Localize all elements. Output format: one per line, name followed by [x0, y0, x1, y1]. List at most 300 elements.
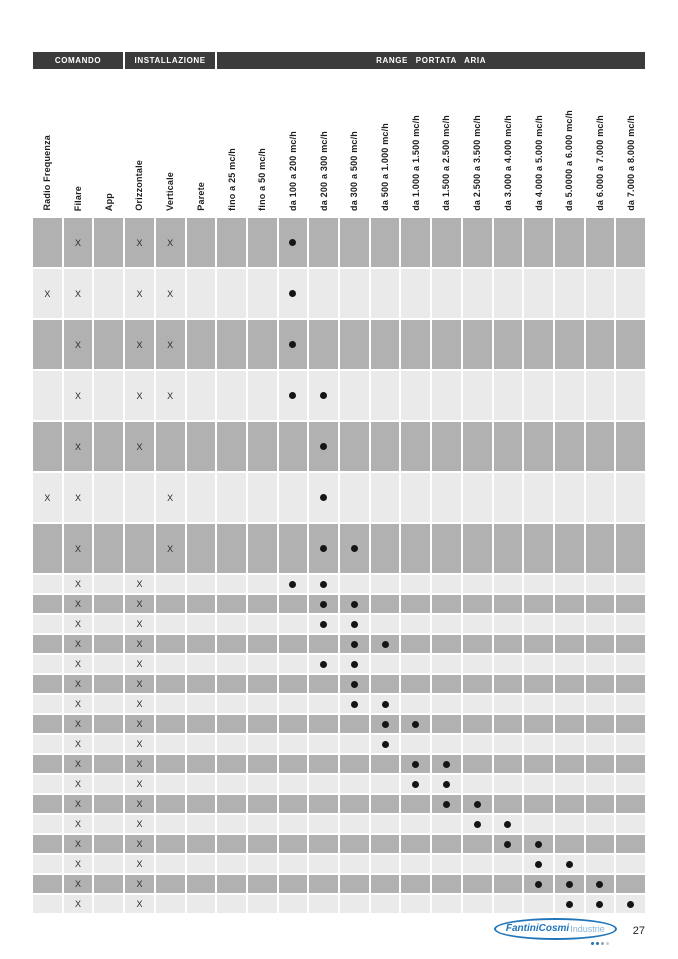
matrix-cell-r6-c18	[586, 524, 615, 573]
matrix-cell-r20-c2	[94, 835, 123, 853]
matrix-cell-r7-c6	[217, 575, 246, 593]
matrix-cell-r4-c1: X	[64, 422, 93, 471]
column-header-label: Orizzontale	[134, 160, 145, 211]
dot-marker	[320, 494, 327, 501]
matrix-cell-r22-c18	[586, 875, 615, 893]
matrix-cell-r5-c16	[524, 473, 553, 522]
matrix-cell-r11-c15	[494, 655, 523, 673]
dot-marker	[443, 781, 450, 788]
matrix-cell-r6-c11	[371, 524, 400, 573]
matrix-cell-r14-c3: X	[125, 715, 154, 733]
matrix-cell-r0-c9	[309, 218, 338, 267]
column-header-15	[494, 71, 523, 216]
matrix-cell-r19-c11	[371, 815, 400, 833]
matrix-cell-r8-c4	[156, 595, 185, 613]
matrix-cell-r18-c16	[524, 795, 553, 813]
matrix-cell-r13-c5	[187, 695, 216, 713]
matrix-cell-r5-c0: X	[33, 473, 62, 522]
matrix-cell-r21-c17	[555, 855, 584, 873]
matrix-cell-r18-c19	[616, 795, 645, 813]
matrix-cell-r11-c16	[524, 655, 553, 673]
matrix-cell-r14-c4	[156, 715, 185, 733]
matrix-cell-r16-c1: X	[64, 755, 93, 773]
matrix-cell-r15-c18	[586, 735, 615, 753]
matrix-cell-r3-c15	[494, 371, 523, 420]
matrix-cell-r16-c3: X	[125, 755, 154, 773]
matrix-cell-r6-c1: X	[64, 524, 93, 573]
matrix-cell-r15-c17	[555, 735, 584, 753]
matrix-cell-r5-c3	[125, 473, 154, 522]
matrix-cell-r1-c9	[309, 269, 338, 318]
matrix-cell-r10-c2	[94, 635, 123, 653]
matrix-cell-r19-c13	[432, 815, 461, 833]
matrix-cell-r4-c10	[340, 422, 369, 471]
matrix-cell-r2-c8	[279, 320, 308, 369]
matrix-cell-r11-c2	[94, 655, 123, 673]
dot-marker	[320, 443, 327, 450]
matrix-cell-r21-c5	[187, 855, 216, 873]
matrix-cell-r21-c6	[217, 855, 246, 873]
matrix-cell-r3-c8	[279, 371, 308, 420]
matrix-cell-r12-c18	[586, 675, 615, 693]
matrix-cell-r19-c12	[401, 815, 430, 833]
column-header-label: da 2.500 a 3.500 mc/h	[472, 115, 483, 211]
matrix-cell-r15-c2	[94, 735, 123, 753]
matrix-cell-r5-c10	[340, 473, 369, 522]
matrix-cell-r3-c2	[94, 371, 123, 420]
matrix-cell-r0-c10	[340, 218, 369, 267]
matrix-cell-r5-c9	[309, 473, 338, 522]
column-header-label: da 1.000 a 1.500 mc/h	[410, 115, 421, 211]
matrix-cell-r3-c18	[586, 371, 615, 420]
matrix-cell-r2-c9	[309, 320, 338, 369]
matrix-cell-r4-c8	[279, 422, 308, 471]
matrix-cell-r11-c3: X	[125, 655, 154, 673]
matrix-cell-r0-c2	[94, 218, 123, 267]
dot-marker	[320, 392, 327, 399]
matrix-cell-r9-c12	[401, 615, 430, 633]
matrix-cell-r7-c0	[33, 575, 62, 593]
matrix-cell-r13-c10	[340, 695, 369, 713]
matrix-cell-r0-c4: X	[156, 218, 185, 267]
dot-marker	[320, 661, 327, 668]
dot-marker	[627, 901, 634, 908]
matrix-cell-r22-c1: X	[64, 875, 93, 893]
matrix-cell-r14-c9	[309, 715, 338, 733]
column-header-label: da 5.0000 a 6.000 mc/h	[564, 110, 575, 211]
matrix-cell-r18-c17	[555, 795, 584, 813]
matrix-cell-r6-c14	[463, 524, 492, 573]
matrix-cell-r12-c5	[187, 675, 216, 693]
column-header-label: da 3.000 a 4.000 mc/h	[502, 115, 513, 211]
matrix-cell-r9-c17	[555, 615, 584, 633]
matrix-cell-r14-c19	[616, 715, 645, 733]
dot-marker	[412, 761, 419, 768]
matrix-cell-r19-c1: X	[64, 815, 93, 833]
dot-marker	[535, 861, 542, 868]
matrix-cell-r23-c3: X	[125, 895, 154, 913]
matrix-cell-r7-c18	[586, 575, 615, 593]
matrix-cell-r4-c4	[156, 422, 185, 471]
matrix-cell-r9-c8	[279, 615, 308, 633]
matrix-cell-r18-c15	[494, 795, 523, 813]
matrix-cell-r22-c19	[616, 875, 645, 893]
dot-marker	[351, 661, 358, 668]
matrix-cell-r21-c4	[156, 855, 185, 873]
matrix-cell-r10-c11	[371, 635, 400, 653]
matrix-cell-r19-c9	[309, 815, 338, 833]
product-matrix-table	[33, 52, 645, 913]
matrix-cell-r6-c5	[187, 524, 216, 573]
matrix-cell-r16-c12	[401, 755, 430, 773]
matrix-cell-r18-c11	[371, 795, 400, 813]
matrix-cell-r18-c13	[432, 795, 461, 813]
matrix-cell-r12-c6	[217, 675, 246, 693]
matrix-cell-r14-c2	[94, 715, 123, 733]
matrix-cell-r13-c4	[156, 695, 185, 713]
matrix-cell-r16-c8	[279, 755, 308, 773]
matrix-cell-r5-c19	[616, 473, 645, 522]
dot-marker	[443, 801, 450, 808]
matrix-cell-r14-c13	[432, 715, 461, 733]
matrix-cell-r15-c9	[309, 735, 338, 753]
matrix-cell-r11-c11	[371, 655, 400, 673]
column-group-range-portata-aria: RANGE PORTATA ARIA	[217, 52, 645, 69]
matrix-cell-r9-c2	[94, 615, 123, 633]
matrix-cell-r11-c13	[432, 655, 461, 673]
dot-marker	[351, 621, 358, 628]
matrix-cell-r18-c18	[586, 795, 615, 813]
matrix-cell-r0-c16	[524, 218, 553, 267]
matrix-cell-r5-c6	[217, 473, 246, 522]
matrix-cell-r11-c1: X	[64, 655, 93, 673]
matrix-cell-r16-c4	[156, 755, 185, 773]
matrix-cell-r8-c13	[432, 595, 461, 613]
matrix-cell-r20-c9	[309, 835, 338, 853]
matrix-cell-r16-c15	[494, 755, 523, 773]
matrix-cell-r2-c15	[494, 320, 523, 369]
matrix-cell-r6-c12	[401, 524, 430, 573]
matrix-cell-r10-c6	[217, 635, 246, 653]
column-header-0	[33, 71, 62, 216]
column-group-installazione: INSTALLAZIONE	[125, 52, 215, 69]
matrix-cell-r3-c1: X	[64, 371, 93, 420]
column-header-4	[156, 71, 185, 216]
matrix-cell-r0-c19	[616, 218, 645, 267]
matrix-cell-r8-c15	[494, 595, 523, 613]
matrix-cell-r14-c0	[33, 715, 62, 733]
matrix-cell-r0-c8	[279, 218, 308, 267]
matrix-cell-r21-c3: X	[125, 855, 154, 873]
column-header-label: Radio Frequenza	[42, 135, 53, 211]
matrix-cell-r18-c9	[309, 795, 338, 813]
matrix-cell-r16-c18	[586, 755, 615, 773]
column-header-6	[217, 71, 246, 216]
matrix-cell-r7-c12	[401, 575, 430, 593]
matrix-cell-r13-c17	[555, 695, 584, 713]
matrix-cell-r11-c19	[616, 655, 645, 673]
matrix-cell-r23-c11	[371, 895, 400, 913]
matrix-cell-r23-c10	[340, 895, 369, 913]
matrix-cell-r12-c7	[248, 675, 277, 693]
matrix-cell-r23-c17	[555, 895, 584, 913]
matrix-cell-r0-c0	[33, 218, 62, 267]
matrix-cell-r20-c16	[524, 835, 553, 853]
matrix-cell-r15-c13	[432, 735, 461, 753]
matrix-cell-r9-c7	[248, 615, 277, 633]
matrix-cell-r19-c19	[616, 815, 645, 833]
dot-marker	[289, 392, 296, 399]
matrix-cell-r1-c4: X	[156, 269, 185, 318]
matrix-cell-r15-c3: X	[125, 735, 154, 753]
column-header-label: Parete	[195, 182, 206, 211]
matrix-cell-r12-c8	[279, 675, 308, 693]
matrix-cell-r9-c16	[524, 615, 553, 633]
column-header-label: fino a 25 mc/h	[226, 148, 237, 211]
matrix-cell-r14-c18	[586, 715, 615, 733]
matrix-cell-r14-c12	[401, 715, 430, 733]
matrix-cell-r19-c8	[279, 815, 308, 833]
matrix-cell-r17-c1: X	[64, 775, 93, 793]
matrix-cell-r2-c12	[401, 320, 430, 369]
matrix-cell-r21-c12	[401, 855, 430, 873]
matrix-cell-r19-c16	[524, 815, 553, 833]
matrix-cell-r13-c7	[248, 695, 277, 713]
dot-marker	[474, 801, 481, 808]
matrix-cell-r15-c19	[616, 735, 645, 753]
dot-marker	[351, 601, 358, 608]
matrix-cell-r7-c5	[187, 575, 216, 593]
column-header-label: da 100 a 200 mc/h	[287, 131, 298, 211]
matrix-cell-r12-c4	[156, 675, 185, 693]
matrix-cell-r18-c10	[340, 795, 369, 813]
matrix-cell-r4-c12	[401, 422, 430, 471]
matrix-cell-r1-c10	[340, 269, 369, 318]
matrix-cell-r10-c8	[279, 635, 308, 653]
matrix-cell-r8-c3: X	[125, 595, 154, 613]
matrix-cell-r2-c19	[616, 320, 645, 369]
dot-marker	[382, 641, 389, 648]
matrix-cell-r2-c16	[524, 320, 553, 369]
dot-marker	[351, 641, 358, 648]
matrix-cell-r14-c6	[217, 715, 246, 733]
matrix-cell-r2-c17	[555, 320, 584, 369]
matrix-cell-r11-c10	[340, 655, 369, 673]
matrix-cell-r4-c19	[616, 422, 645, 471]
matrix-cell-r8-c11	[371, 595, 400, 613]
matrix-cell-r21-c7	[248, 855, 277, 873]
matrix-cell-r12-c11	[371, 675, 400, 693]
matrix-cell-r12-c16	[524, 675, 553, 693]
matrix-cell-r17-c8	[279, 775, 308, 793]
matrix-cell-r19-c5	[187, 815, 216, 833]
matrix-cell-r20-c7	[248, 835, 277, 853]
matrix-cell-r6-c19	[616, 524, 645, 573]
matrix-cell-r21-c15	[494, 855, 523, 873]
matrix-cell-r15-c4	[156, 735, 185, 753]
column-header-9	[309, 71, 338, 216]
matrix-cell-r20-c11	[371, 835, 400, 853]
matrix-cell-r8-c19	[616, 595, 645, 613]
column-header-2	[94, 71, 123, 216]
matrix-cell-r4-c15	[494, 422, 523, 471]
matrix-cell-r19-c0	[33, 815, 62, 833]
matrix-cell-r2-c7	[248, 320, 277, 369]
matrix-cell-r23-c19	[616, 895, 645, 913]
matrix-cell-r17-c10	[340, 775, 369, 793]
matrix-cell-r9-c13	[432, 615, 461, 633]
matrix-cell-r23-c9	[309, 895, 338, 913]
matrix-cell-r19-c4	[156, 815, 185, 833]
matrix-cell-r8-c6	[217, 595, 246, 613]
matrix-cell-r3-c6	[217, 371, 246, 420]
matrix-cell-r1-c5	[187, 269, 216, 318]
matrix-cell-r2-c4: X	[156, 320, 185, 369]
matrix-cell-r7-c4	[156, 575, 185, 593]
matrix-cell-r16-c19	[616, 755, 645, 773]
matrix-cell-r17-c7	[248, 775, 277, 793]
matrix-cell-r9-c10	[340, 615, 369, 633]
matrix-cell-r5-c1: X	[64, 473, 93, 522]
matrix-cell-r13-c19	[616, 695, 645, 713]
matrix-cell-r2-c5	[187, 320, 216, 369]
logo-dot	[591, 942, 594, 945]
matrix-cell-r10-c0	[33, 635, 62, 653]
matrix-cell-r23-c7	[248, 895, 277, 913]
matrix-cell-r10-c4	[156, 635, 185, 653]
matrix-cell-r18-c5	[187, 795, 216, 813]
matrix-cell-r20-c1: X	[64, 835, 93, 853]
matrix-cell-r18-c0	[33, 795, 62, 813]
dot-marker	[382, 721, 389, 728]
matrix-cell-r8-c2	[94, 595, 123, 613]
column-header-13	[432, 71, 461, 216]
matrix-cell-r22-c0	[33, 875, 62, 893]
matrix-cell-r3-c7	[248, 371, 277, 420]
matrix-cell-r6-c8	[279, 524, 308, 573]
matrix-cell-r12-c2	[94, 675, 123, 693]
matrix-cell-r2-c10	[340, 320, 369, 369]
matrix-cell-r13-c0	[33, 695, 62, 713]
matrix-cell-r21-c13	[432, 855, 461, 873]
dot-marker	[289, 290, 296, 297]
matrix-cell-r22-c10	[340, 875, 369, 893]
matrix-cell-r8-c14	[463, 595, 492, 613]
matrix-cell-r16-c9	[309, 755, 338, 773]
matrix-cell-r19-c18	[586, 815, 615, 833]
matrix-cell-r12-c15	[494, 675, 523, 693]
matrix-cell-r22-c12	[401, 875, 430, 893]
matrix-cell-r6-c9	[309, 524, 338, 573]
matrix-cell-r16-c5	[187, 755, 216, 773]
matrix-cell-r6-c10	[340, 524, 369, 573]
matrix-cell-r22-c9	[309, 875, 338, 893]
matrix-cell-r1-c16	[524, 269, 553, 318]
matrix-cell-r23-c6	[217, 895, 246, 913]
matrix-cell-r14-c8	[279, 715, 308, 733]
matrix-cell-r14-c17	[555, 715, 584, 733]
matrix-cell-r19-c2	[94, 815, 123, 833]
matrix-cell-r7-c3: X	[125, 575, 154, 593]
matrix-cell-r19-c3: X	[125, 815, 154, 833]
matrix-cell-r1-c8	[279, 269, 308, 318]
column-header-3	[125, 71, 154, 216]
matrix-cell-r17-c2	[94, 775, 123, 793]
matrix-cell-r15-c7	[248, 735, 277, 753]
matrix-cell-r11-c18	[586, 655, 615, 673]
matrix-cell-r13-c6	[217, 695, 246, 713]
matrix-cell-r4-c18	[586, 422, 615, 471]
matrix-cell-r5-c13	[432, 473, 461, 522]
matrix-cell-r23-c8	[279, 895, 308, 913]
matrix-cell-r18-c7	[248, 795, 277, 813]
column-header-11	[371, 71, 400, 216]
matrix-cell-r17-c4	[156, 775, 185, 793]
matrix-cell-r12-c19	[616, 675, 645, 693]
matrix-cell-r9-c9	[309, 615, 338, 633]
dot-marker	[504, 821, 511, 828]
matrix-cell-r18-c6	[217, 795, 246, 813]
column-header-17	[555, 71, 584, 216]
matrix-cell-r3-c17	[555, 371, 584, 420]
matrix-cell-r2-c11	[371, 320, 400, 369]
matrix-cell-r15-c14	[463, 735, 492, 753]
matrix-cell-r22-c11	[371, 875, 400, 893]
matrix-cell-r13-c18	[586, 695, 615, 713]
matrix-cell-r3-c16	[524, 371, 553, 420]
column-header-label: da 300 a 500 mc/h	[349, 131, 360, 211]
matrix-cell-r3-c0	[33, 371, 62, 420]
matrix-cell-r7-c16	[524, 575, 553, 593]
matrix-cell-r5-c14	[463, 473, 492, 522]
dot-marker	[474, 821, 481, 828]
column-header-label: da 4.000 a 5.000 mc/h	[533, 115, 544, 211]
column-header-label: fino a 50 mc/h	[257, 148, 268, 211]
matrix-cell-r16-c14	[463, 755, 492, 773]
matrix-cell-r15-c1: X	[64, 735, 93, 753]
fantini-cosmi-logo	[494, 918, 617, 945]
matrix-cell-r13-c15	[494, 695, 523, 713]
column-header-label: da 7.000 a 8.000 mc/h	[625, 115, 636, 211]
matrix-cell-r0-c12	[401, 218, 430, 267]
dot-marker	[351, 545, 358, 552]
dot-marker	[320, 601, 327, 608]
matrix-cell-r20-c17	[555, 835, 584, 853]
matrix-cell-r20-c19	[616, 835, 645, 853]
matrix-cell-r17-c19	[616, 775, 645, 793]
matrix-cell-r1-c12	[401, 269, 430, 318]
matrix-cell-r7-c11	[371, 575, 400, 593]
matrix-cell-r3-c4: X	[156, 371, 185, 420]
matrix-cell-r17-c13	[432, 775, 461, 793]
matrix-cell-r13-c2	[94, 695, 123, 713]
matrix-cell-r6-c15	[494, 524, 523, 573]
matrix-cell-r13-c14	[463, 695, 492, 713]
matrix-cell-r23-c5	[187, 895, 216, 913]
matrix-cell-r15-c8	[279, 735, 308, 753]
matrix-cell-r14-c1: X	[64, 715, 93, 733]
matrix-cell-r9-c19	[616, 615, 645, 633]
matrix-cell-r4-c0	[33, 422, 62, 471]
matrix-cell-r3-c5	[187, 371, 216, 420]
matrix-cell-r14-c10	[340, 715, 369, 733]
matrix-cell-r5-c5	[187, 473, 216, 522]
matrix-cell-r0-c1: X	[64, 218, 93, 267]
matrix-cell-r9-c14	[463, 615, 492, 633]
matrix-cell-r0-c11	[371, 218, 400, 267]
matrix-cell-r23-c14	[463, 895, 492, 913]
matrix-cell-r15-c6	[217, 735, 246, 753]
